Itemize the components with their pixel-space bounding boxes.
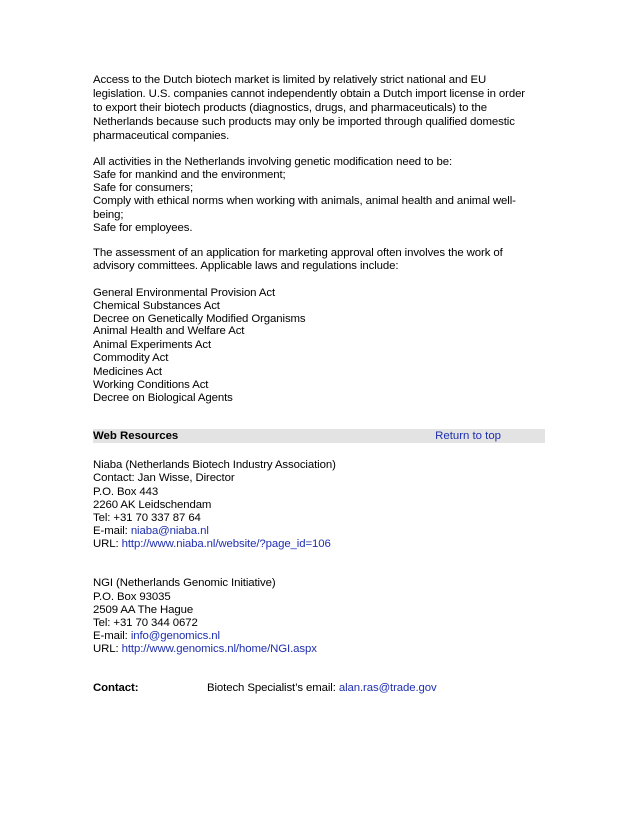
law-item: General Environmental Provision Act bbox=[93, 287, 276, 299]
law-item: Decree on Biological Agents bbox=[93, 392, 233, 404]
law-item: Working Conditions Act bbox=[93, 379, 209, 391]
contact-email-link[interactable]: alan.ras@trade.gov bbox=[338, 682, 437, 694]
ngi-email-line bbox=[93, 629, 220, 643]
ngi-email-label: E-mail: bbox=[93, 630, 131, 642]
requirements-line: Safe for mankind and the environment; bbox=[93, 169, 286, 181]
contact-label: Contact: bbox=[93, 682, 139, 694]
law-item: Chemical Substances Act bbox=[93, 300, 220, 312]
requirements-line: Safe for employees. bbox=[93, 222, 193, 234]
ngi-url-label: URL: bbox=[93, 643, 122, 655]
web-resources-header bbox=[93, 429, 545, 443]
assessment-line: The assessment of an application for marketing approval often involves the work of bbox=[93, 247, 503, 259]
niaba-email-line bbox=[93, 524, 209, 538]
ngi-name: NGI (Netherlands Genomic Initiative) bbox=[93, 577, 276, 589]
niaba-name: Niaba (Netherlands Biotech Industry Association) bbox=[93, 459, 336, 471]
intro-line: to export their biotech products (diagnostics, drugs, and pharmaceuticals) to the bbox=[93, 102, 487, 114]
niaba-url-line bbox=[93, 537, 331, 551]
ngi-city: 2509 AA The Hague bbox=[93, 604, 194, 616]
intro-line: Netherlands because such products may only be imported through qualified domestic bbox=[93, 116, 515, 128]
requirements-line: Comply with ethical norms when working with animals, animal health and animal well- bbox=[93, 195, 516, 207]
niaba-contact: Contact: Jan Wisse, Director bbox=[93, 472, 235, 484]
law-item: Commodity Act bbox=[93, 352, 169, 364]
ngi-tel: Tel: +31 70 344 0672 bbox=[93, 617, 198, 629]
ngi-url-link[interactable]: http://www.genomics.nl/home/NGI.aspx bbox=[121, 643, 317, 655]
contact-line bbox=[93, 681, 138, 695]
requirements-line: All activities in the Netherlands involving genetic modification need to be: bbox=[93, 156, 453, 168]
law-item: Medicines Act bbox=[93, 366, 162, 378]
ngi-po-box: P.O. Box 93035 bbox=[93, 591, 171, 603]
law-item: Animal Experiments Act bbox=[93, 339, 212, 351]
requirements-line: Safe for consumers; bbox=[93, 182, 194, 194]
return-to-top-link[interactable]: Return to top bbox=[435, 430, 501, 442]
intro-line: Access to the Dutch biotech market is limited by relatively strict national and EU bbox=[93, 74, 487, 86]
requirements-line: being; bbox=[93, 209, 124, 221]
assessment-line: advisory committees. Applicable laws and regulations include: bbox=[93, 260, 399, 272]
intro-line: legislation. U.S. companies cannot independently obtain a Dutch import license in order bbox=[93, 88, 525, 100]
niaba-po-box: P.O. Box 443 bbox=[93, 486, 159, 498]
niaba-url-link[interactable]: http://www.niaba.nl/website/?page_id=106 bbox=[121, 538, 331, 550]
niaba-email-label: E-mail: bbox=[93, 525, 131, 537]
law-item: Animal Health and Welfare Act bbox=[93, 325, 245, 337]
niaba-city: 2260 AK Leidschendam bbox=[93, 499, 212, 511]
ngi-url-line bbox=[93, 642, 317, 656]
niaba-tel: Tel: +31 70 337 87 64 bbox=[93, 512, 201, 524]
contact-email-line bbox=[207, 681, 437, 695]
web-resources-title: Web Resources bbox=[93, 430, 179, 442]
intro-line: pharmaceutical companies. bbox=[93, 130, 230, 142]
ngi-email-link[interactable]: info@genomics.nl bbox=[130, 630, 220, 642]
niaba-url-label: URL: bbox=[93, 538, 122, 550]
law-item: Decree on Genetically Modified Organisms bbox=[93, 313, 306, 325]
contact-text: Biotech Specialist’s email: bbox=[207, 682, 339, 694]
niaba-email-link[interactable]: niaba@niaba.nl bbox=[130, 525, 209, 537]
